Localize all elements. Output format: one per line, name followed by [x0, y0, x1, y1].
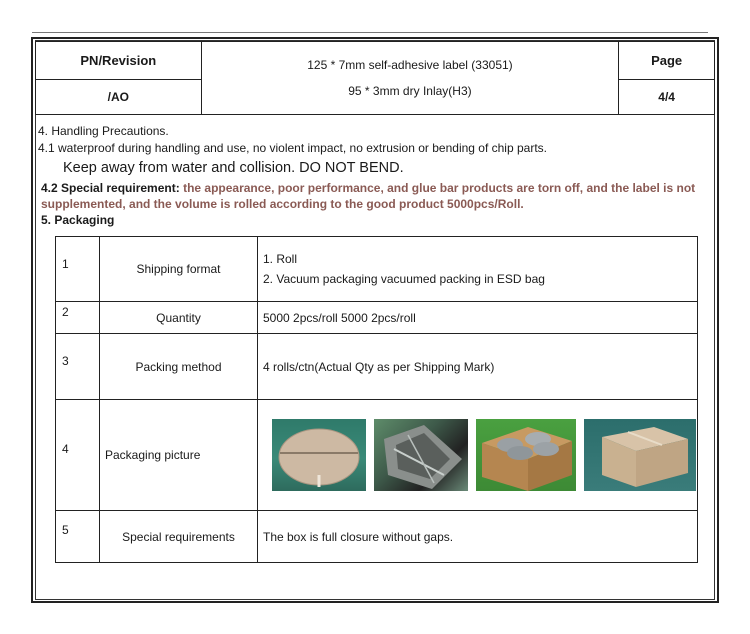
- roll-photo-graphic: [272, 419, 366, 491]
- row-number: 3: [56, 334, 100, 400]
- shipping-format-line-1: 1. Roll: [263, 252, 298, 266]
- table-row: [56, 511, 698, 563]
- title-line-2: 95 * 3mm dry Inlay(H3): [348, 84, 472, 98]
- page-number: 4/4: [619, 80, 715, 115]
- row-number: 4: [56, 400, 100, 511]
- section-4-2: [41, 181, 695, 195]
- vacuum-bag-photo: [374, 419, 468, 491]
- table-row: [56, 302, 698, 334]
- row-label: Special requirements: [100, 511, 258, 563]
- row-number: 5: [56, 511, 100, 563]
- title-line-1: 125 * 7mm self-adhesive label (33051): [307, 58, 513, 72]
- row-value: The box is full closure without gaps.: [258, 511, 698, 563]
- row-label: Packaging picture: [100, 400, 258, 511]
- carton-open-graphic: [476, 419, 576, 491]
- packaging-table: [55, 236, 698, 563]
- table-row: [56, 237, 698, 302]
- row-label: Shipping format: [100, 237, 258, 302]
- pn-revision-label: PN/Revision: [36, 42, 202, 80]
- table-row: [56, 400, 698, 511]
- special-requirement-label: 4.2 Special requirement:: [41, 181, 180, 195]
- special-requirement-text-1: the appearance, poor performance, and glue bar products are torn off, and the label is not: [179, 181, 696, 195]
- pn-revision-value: /AO: [36, 80, 202, 115]
- warning-text: Keep away from water and collision. DO NOT BEND.: [63, 160, 404, 176]
- section-4-heading: 4. Handling Precautions.: [38, 124, 169, 138]
- top-rule: [32, 32, 708, 33]
- vacuum-bag-graphic: [374, 419, 468, 491]
- document-header: [35, 41, 715, 115]
- section-4-1: 4.1 waterproof during handling and use, no violent impact, no extrusion or bending of chip parts.: [38, 141, 547, 155]
- row-number: 2: [56, 302, 100, 334]
- table-row: [56, 334, 698, 400]
- shipping-format-line-2: 2. Vacuum packaging vacuumed packing in ESD bag: [263, 272, 545, 286]
- carton-open-photo: [476, 419, 576, 491]
- row-value: 4 rolls/ctn(Actual Qty as per Shipping Mark): [258, 334, 698, 400]
- page-label: Page: [619, 42, 715, 80]
- roll-photo: [272, 419, 366, 491]
- row-label: Packing method: [100, 334, 258, 400]
- row-value: 5000 2pcs/roll 5000 2pcs/roll: [258, 302, 698, 334]
- row-value: [258, 237, 698, 302]
- document-title: [201, 42, 619, 115]
- special-requirement-text-2: supplemented, and the volume is rolled according to the good product 5000pcs/Roll.: [41, 197, 524, 211]
- section-5-heading: 5. Packaging: [41, 213, 115, 227]
- row-number: 1: [56, 237, 100, 302]
- sealed-carton-photo: [584, 419, 696, 491]
- sealed-carton-graphic: [584, 419, 696, 491]
- packaging-pictures: [258, 400, 698, 511]
- row-label: Quantity: [100, 302, 258, 334]
